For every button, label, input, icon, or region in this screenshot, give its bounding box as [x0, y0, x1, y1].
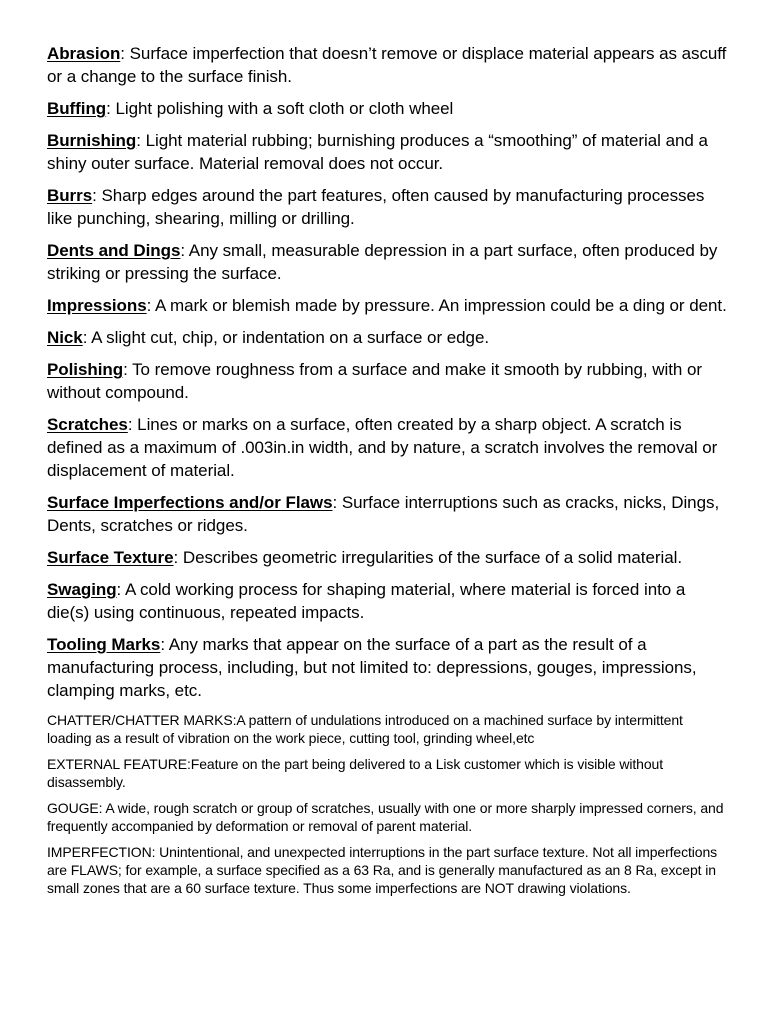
glossary-entry-tooling-marks [47, 633, 727, 702]
glossary-entry-imperfection: IMPERFECTION: Unintentional, and unexpected interruptions in the part surface texture. Not all imperfections are FLAWS; for example, a surface specified as a 63 Ra, and is generally manufactured as an 8 Ra, except in small zones that are a 60 surface texture. Thus some imperfections are NOT drawing violations. [47, 844, 718, 896]
glossary-entry-burrs [47, 184, 727, 230]
glossary-entry-gouge: GOUGE: A wide, rough scratch or group of scratches, usually with one or more sharply impressed corners, and frequently accompanied by deformation or removal of parent material. [47, 800, 724, 834]
glossary-entry-dents-and-dings [47, 239, 727, 285]
term-name: Dents and Dings [47, 241, 181, 260]
term-definition: : Light material rubbing; burnishing produces a “smoothing” of material and a shiny outer surface. Material removal does not occur. [47, 131, 708, 173]
glossary-entry-nick [47, 326, 727, 349]
term-name: Tooling Marks [47, 635, 161, 654]
glossary-entry-abrasion [47, 42, 727, 88]
glossary-entry-surface-texture [47, 546, 727, 569]
glossary-entry-external-feature: EXTERNAL FEATURE:Feature on the part being delivered to a Lisk customer which is visible without disassembly. [47, 756, 664, 790]
term-definition: : A cold working process for shaping material, where material is forced into a die(s) using continuous, repeated impacts. [47, 580, 686, 622]
glossary-page [47, 42, 727, 905]
term-definition: : To remove roughness from a surface and make it smooth by rubbing, with or without compound. [47, 360, 703, 402]
term-name: Surface Texture [47, 548, 174, 567]
term-definition: : Surface imperfection that doesn’t remove or displace material appears as ascuff or a change to the surface finish. [47, 44, 727, 86]
term-definition: : Any small, measurable depression in a part surface, often produced by striking or pressing the surface. [47, 241, 718, 283]
term-name: Burnishing [47, 131, 137, 150]
term-definition: : Any marks that appear on the surface of a part as the result of a manufacturing process, including, but not limited to: depressions, gouges, impressions, clamping marks, etc. [47, 635, 697, 700]
glossary-entry-swaging [47, 578, 727, 624]
glossary-entry-burnishing [47, 129, 727, 175]
glossary-entry-polishing [47, 358, 727, 404]
term-name: Polishing [47, 360, 124, 379]
term-definition: : Lines or marks on a surface, often created by a sharp object. A scratch is defined as a maximum of .003in.in width, and by nature, a scratch involves the removal or displacement of material. [47, 415, 718, 480]
glossary-entry-chatter-marks: CHATTER/CHATTER MARKS:A pattern of undulations introduced on a machined surface by intermittent loading as a result of vibration on the work piece, cutting tool, grinding wheel,etc [47, 712, 683, 746]
term-name: Impressions [47, 296, 147, 315]
term-definition: : Light polishing with a soft cloth or cloth wheel [106, 99, 454, 118]
glossary-entry-buffing [47, 97, 727, 120]
term-definition: : A slight cut, chip, or indentation on a surface or edge. [82, 328, 490, 347]
term-name: Surface Imperfections and/or Flaws [47, 493, 333, 512]
term-definition: : Sharp edges around the part features, often caused by manufacturing processes like punching, shearing, milling or drilling. [47, 186, 705, 228]
term-name: Scratches [47, 415, 128, 434]
term-definition: : Describes geometric irregularities of the surface of a solid material. [173, 548, 683, 567]
term-name: Abrasion [47, 44, 121, 63]
term-definition: : A mark or blemish made by pressure. An impression could be a ding or dent. [146, 296, 727, 315]
glossary-entry-impressions [47, 294, 727, 317]
glossary-entry-scratches [47, 413, 727, 482]
term-name: Nick [47, 328, 83, 347]
term-name: Burrs [47, 186, 93, 205]
term-name: Swaging [47, 580, 117, 599]
term-definition: : Surface interruptions such as cracks, nicks, Dings, Dents, scratches or ridges. [47, 493, 720, 535]
glossary-entry-surface-imperfections [47, 491, 727, 537]
term-name: Buffing [47, 99, 107, 118]
